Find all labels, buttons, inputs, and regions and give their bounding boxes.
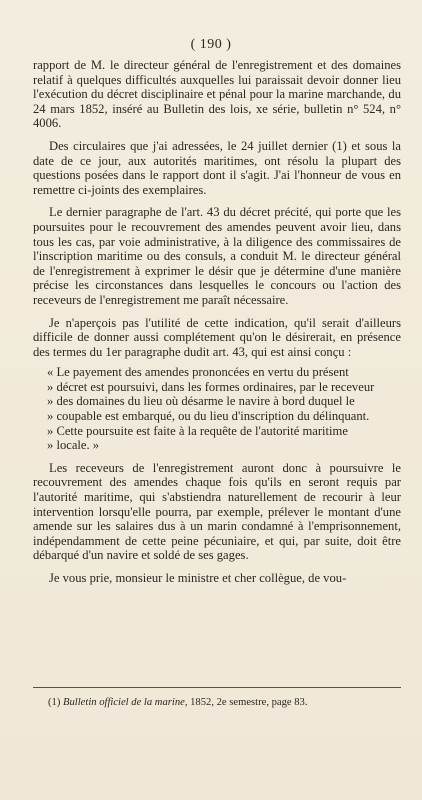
- page-number: ( 190 ): [190, 37, 232, 52]
- paragraph: Les receveurs de l'enregistrement auront donc à poursuivre le recouvrement des amendes chaque fois qu'ils en seront requis par l'autorité maritime, qui s'abstiendra naturellement de recourir à leur intervention lorsqu'elle pourra, par exemple, prélever le montant d'une amende sur les salaires dus à un marin condamné à l'emprisonnement, indépendamment de cette peine pécuniaire, et qui, par suite, doit être débarqué d'un navire et soldé de ses gages.: [33, 460, 401, 563]
- footnote-marker: (1): [48, 697, 61, 708]
- body-text: [33, 58, 401, 586]
- footnote-source-title: Bulletin officiel de la marine,: [63, 697, 188, 708]
- paragraph: Je n'aperçois pas l'utilité de cette indication, qu'il serait d'ailleurs difficile de donner aussi complétement qu'on le désirerait, en présence des termes du 1er paragraphe dudit art. 43, qui est ainsi conçu :: [33, 315, 401, 359]
- quote-line: » Cette poursuite est faite à la requête de l'autorité maritime: [47, 423, 348, 438]
- footnote-divider: [33, 687, 401, 688]
- quote-line: « Le payement des amendes prononcées en vertu du présent: [47, 365, 349, 380]
- footnote-source-detail: 1852, 2e semestre, page 83.: [190, 697, 308, 708]
- quote-line: » coupable est embarqué, ou du lieu d'inscription du délinquant.: [47, 409, 370, 424]
- quote-line: » décret est poursuivi, dans les formes ordinaires, par le receveur: [47, 379, 375, 394]
- paragraph: Des circulaires que j'ai adressées, le 24 juillet dernier (1) et sous la date de ce jour, aux autorités maritimes, ont résolu la plupart des questions posées dans le rapport dont il s'agit. J'ai l'honneur de vous en remettre ci-joints des exemplaires.: [33, 138, 401, 197]
- quote-line: » locale. »: [47, 438, 100, 453]
- quote-line: » des domaines du lieu où désarme le navire à bord duquel le: [47, 394, 355, 409]
- quoted-article: [47, 365, 401, 453]
- paragraph-continuation: rapport de M. le directeur général de l'enregistrement et des domaines relatif à quelques difficultés auxquelles lui paraissait devoir donner lieu l'exécution du décret disciplinaire et pénal pour la marine marchande, du 24 mars 1852, inséré au Bulletin des lois, xe série, bulletin n° 524, n° 4006.: [33, 58, 401, 131]
- footnote: [48, 697, 398, 708]
- paragraph: Je vous prie, monsieur le ministre et cher collègue, de vou-: [49, 571, 347, 585]
- paragraph: Le dernier paragraphe de l'art. 43 du décret précité, qui porte que les poursuites pour le recouvrement des amendes peuvent avoir lieu, dans tous les cas, par voie administrative, à la diligence des commissaires de l'inscription maritime ou des consuls, a conduit M. le directeur général de l'enregistrement à exprimer le désir que je détermine d'une manière précise les circonstances dans lesquelles le concours ou l'action des receveurs de l'enregistrement me paraît nécessaire.: [33, 205, 401, 307]
